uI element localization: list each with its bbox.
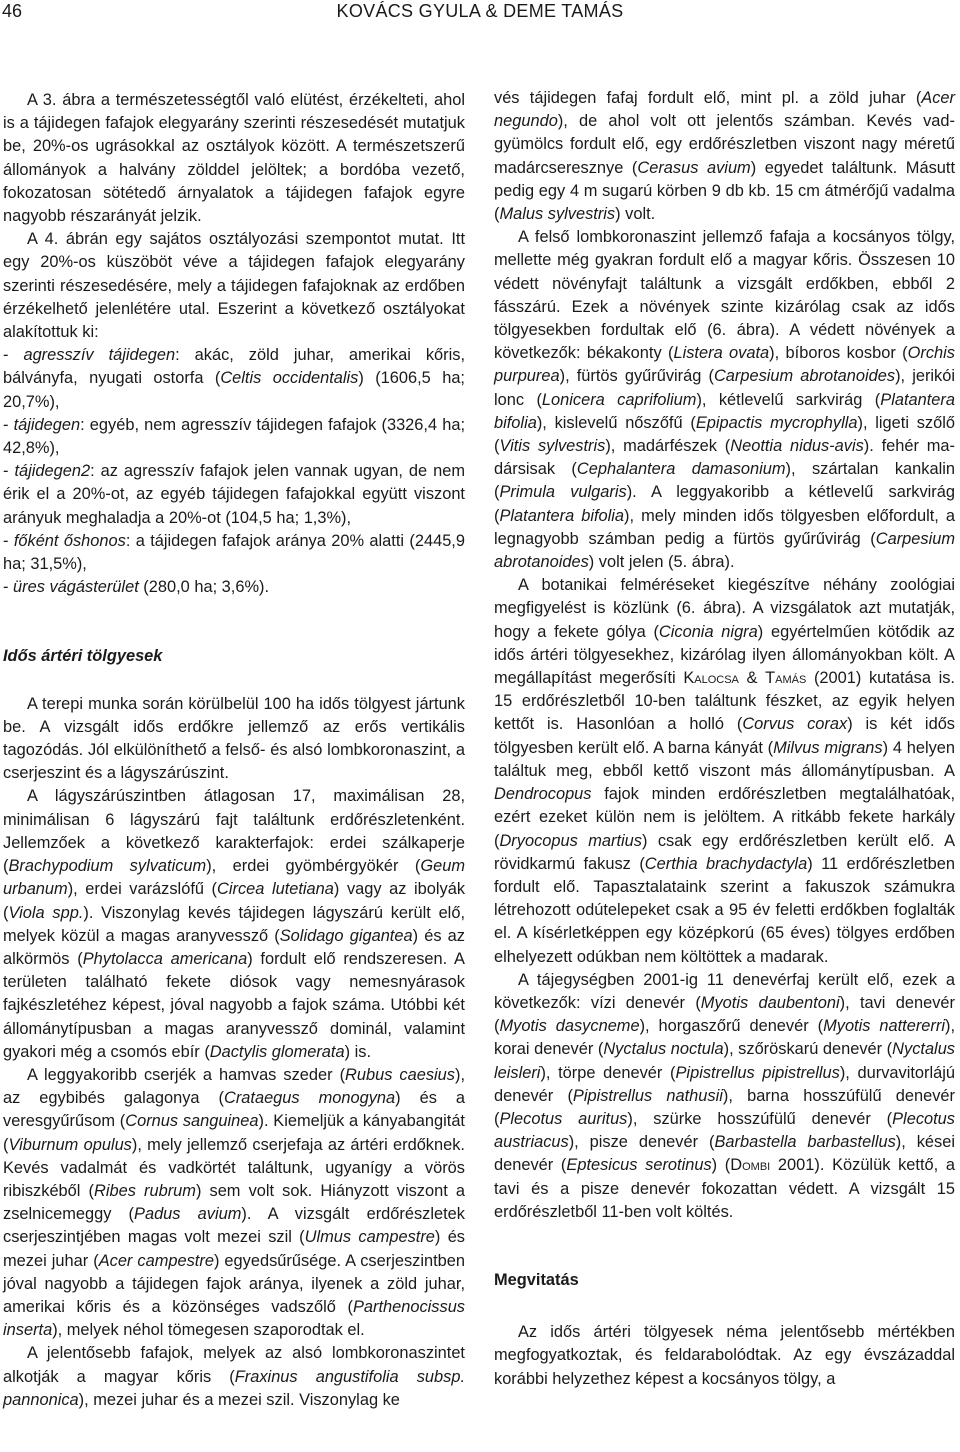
paragraph: A felső lombkoronaszint jellemző fafaja a kocsányos tölgy, mellette még gyakran fordult elő a magyar kőris. Összesen 10 védett növényfajt találtunk a vizsgált erdőkben, ebből 2 fásszárú. Ezek a növények szinte kizárólag csak az idős tölgyesekben fordultak elő (6. ábra). A védett növények a következők: békakonty (Listera ovata), bíboros kosbor (Orchis purpurea), fürtös gyűrűvirág (Carpesium abrotanoides), jerikói lonc (Lonicera caprifolium), kétlevelű sarkvirág (Platantera bifolia), kislevelű nőszőfű (Epipactis mycrophylla), ligeti szőlő (Vitis sylvestris), madárfészek (Neottia nidus-avis). fehér madársisak (Cephalantera damasonium), szártalan kankalin (Primula vulgaris). A leggyakoribb a kétlevelű sarkvirág (Platantera bifolia), mely minden idős tölgyesben előfordult, a legnagyobb számban pedig a fürtös gyűrűvirág (Carpesium abrotanoides) volt jelen (5. ábra). bbox=[494, 228, 956, 572]
list-item-term: tájidegen2 bbox=[14, 462, 91, 481]
species-name: Dendrocopus bbox=[494, 785, 592, 804]
species-name: Plecotus austriacus bbox=[494, 1109, 955, 1152]
species-name: Malus sylvestris bbox=[499, 205, 616, 224]
species-name: Primula vulgaris bbox=[499, 483, 627, 502]
species-name: Ulmus campestre bbox=[304, 1228, 435, 1247]
species-name: Pipistrellus nathusii bbox=[572, 1086, 723, 1105]
species-name: Viola spp. bbox=[8, 903, 84, 922]
list-item-term: tájidegen bbox=[13, 415, 81, 434]
species-name: Platantera bifolia bbox=[499, 506, 625, 525]
species-name: Corvus corax bbox=[742, 715, 848, 734]
species-name: Rubus caesius bbox=[345, 1065, 455, 1084]
author-name: Kalocsa bbox=[683, 669, 739, 688]
species-name: Cephalantera damasonium bbox=[576, 460, 786, 479]
species-name: Crataegus monogyna bbox=[223, 1089, 396, 1108]
species-name: Viburnum opulus bbox=[8, 1135, 132, 1154]
species-name: Platantera bifolia bbox=[494, 390, 955, 432]
paragraph: A botanikai felméréseket kiegészítve néhány zoológiai megfigyelést is közlünk (6. ábra). A vizsgálatok azt mutatják, hogy a fekete gólya (Ciconia nigra) egyértelműen kötődik az idős ártéri tölgyesekhez, kizárólag ilyen állományokban költ. A megállapítást megerősíti Kalocsa & Tamás (2001) kutatása is. 15 erdőrészletből 10-ben találtunk fészket, az egyik helyen kettőt is. Hasonlóan a holló (Corvus corax) is két idős tölgyesben került elő. A barna kányát (Milvus migrans) 4 helyen találtuk meg, ebből kettő viszont más állománytípusban. A Dendrocopus fajok minden erdőrészletben megtalálhatóak, ezért ezeket külön nem is jelöltem. A ritkább fekete harkály (Dryocopus martius) csak egy erdőrészletben került elő. A rövidkarmú fakusz (Certhia brachydactyla) 11 erdőrészletben fordult elő. Tapasztalataink szerint a fakuszok számukra létrehozott odútelepeket csak a 95 év feletti erdőkben foglalták el. A kísérletképpen egy középkorú (65 éves) tölgyes erdőben elhelyezett odúkban nem költöttek a madarak. bbox=[494, 576, 956, 966]
list-item: - üres vágásterület (280,0 ha; 3,6%). bbox=[3, 578, 270, 597]
species-name: Carpesium abrotanoides bbox=[494, 529, 955, 572]
species-name: Plecotus auritus bbox=[499, 1109, 628, 1128]
species-name: Myotis daubentoni bbox=[700, 993, 840, 1012]
species-name: Nyctalus leisleri bbox=[494, 1040, 956, 1082]
species-name: Dactylis glomerata bbox=[209, 1042, 345, 1061]
section-heading: Megvitatás bbox=[494, 1270, 579, 1289]
paragraph: A tájegységben 2001-ig 11 denevérfaj került elő, ezek a következők: vízi denevér (Myotis daubentoni), tavi denevér (Myotis dasycneme), horgaszőrű denevér (Myotis nattererri), korai denevér (Nyctalus noctula), szőröskarú denevér (Nyctalus leisleri), törpe denevér (Pipistrellus pipistrellus), durvavitorlájú denevér (Pipistrellus nathusii), barna hosszúfülű denevér (Plecotus auritus), szürke hosszúfülű denevér (Plecotus austriacus), pisze denevér (Barbastella barbastellus), kései denevér (Eptesicus serotinus) (Dombi 2001). Közülük kettő, a tavi és a pisze denevér fokozattan védett. A vizsgált 15 erdőrészletből 11-ben volt költés. bbox=[494, 970, 956, 1221]
species-name: Carpesium abrotanoides bbox=[713, 367, 896, 386]
list-item-term: agresszív tájidegen bbox=[23, 346, 176, 365]
species-name: Myotis nattererri bbox=[823, 1017, 945, 1036]
paragraph: Az idős ártéri tölgyesek néma jelentősebb mértékben megfogyatkoztak, és feldarabolódtak. Az egy évszázaddal korábbi helyzethez képest a kocsányos tölgy, a bbox=[494, 1323, 955, 1388]
list-item: - tájidegen: egyéb, nem agresszív tájidegen fafajok (3326,4 ha; 42,8%), bbox=[3, 415, 465, 458]
list-item: - agresszív tájidegen: akác, zöld juhar, amerikai kőris, bálványfa, nyugati ostorfa (Celtis occidentalis) (1606,5 ha; 20,7%), bbox=[3, 346, 466, 411]
species-name: Fraxinus angustifolia subsp. pannonica bbox=[3, 1367, 466, 1409]
species-name: Brachypodium sylvaticum bbox=[8, 857, 207, 876]
right-column bbox=[494, 87, 955, 1391]
list-item: - tájidegen2: az agresszív fafajok jelen vannak ugyan, de nem érik el a 20%-ot, az egyéb tájidegen fafajokkal együtt viszont arányuk meghaladja a 20%-ot (104,5 ha; 1,3%), bbox=[3, 462, 465, 527]
list-item: - főként őshonos: a tájidegen fafajok aránya 20% alatti (2445,9 ha; 31,5%), bbox=[3, 531, 465, 574]
species-name: Orchis purpurea bbox=[494, 344, 955, 386]
species-name: Myotis dasycneme bbox=[499, 1017, 640, 1036]
species-name: Epipactis mycrophylla bbox=[695, 413, 858, 432]
species-name: Lonicera caprifolium bbox=[541, 390, 697, 409]
species-name: Pipistrellus pipistrellus bbox=[675, 1063, 840, 1082]
species-name: Padus avium bbox=[134, 1205, 242, 1224]
species-name: Milvus migrans bbox=[773, 738, 883, 757]
species-name: Eptesicus serotinus bbox=[566, 1156, 712, 1175]
species-name: Phytolacca americana bbox=[82, 949, 248, 968]
author-name: Dombi bbox=[730, 1156, 771, 1175]
species-name: Solidago gigantea bbox=[279, 926, 413, 945]
author-name: Tamás bbox=[765, 669, 807, 688]
species-name: Acer campestre bbox=[98, 1251, 214, 1270]
running-title: KOVÁCS GYULA & DEME TAMÁS bbox=[336, 1, 624, 21]
species-name: Dryocopus martius bbox=[499, 831, 642, 850]
species-name: Ciconia nigra bbox=[658, 622, 758, 641]
paragraph: A terepi munka során körülbelül 100 ha idős tölgyest jártunk be. A vizsgált idős erdőkre jellemző az erős vertikális tagozódás. Jól elkülöníthető a felső- és alsó lombkoronaszint, a cserjeszint és a lágyszárúszint. bbox=[3, 694, 465, 783]
paragraph: vés tájidegen fafaj fordult elő, mint pl. a zöld juhar (Acer negundo), de ahol volt ott jelentős számban. Kevés vadgyümölcs fordult elő, egy erdőrészletben viszont nagy méretű madárcseresznye (Cerasus avium) egyedet találtunk. Másutt pedig egy 4 m sugarú körben 9 db kb. 15 cm átmérőjű vadalma (Malus sylvestris) volt. bbox=[494, 89, 955, 224]
species-name: Neottia nidus-avis bbox=[730, 437, 864, 456]
page-number: 46 bbox=[2, 1, 23, 21]
paragraph: A leggyakoribb cserjék a hamvas szeder (Rubus caesius), az egybibés galagonya (Crataegus monogyna) és a veresgyűrűsom (Cornus sanguinea). Kiemeljük a kányabangitát (Viburnum opulus), mely jellemző cserjefaja az ártéri erdőknek. Kevés vadalmát és vadkörtét találtunk, ugyanígy a vörös ribiszkéből (Ribes rubrum) sem volt sok. Hiányzott viszont a zselnicemeggy (Padus avium). A vizsgált erdőrészletek cserjeszintjében magas volt mezei szil (Ulmus campestre) és mezei juhar (Acer campestre) egyedsűrűsége. A cserjeszintben jóval nagyobb a tájidegen fajok aránya, ilyenek a zöld juhar, amerikai kőris és a közönséges vadszőlő (Parthenocissus inserta), melyek néhol tömegesen szaporodtak el. bbox=[3, 1065, 466, 1340]
list-item-term: főként őshonos bbox=[13, 531, 126, 550]
species-name: Circea lutetiana bbox=[217, 880, 334, 899]
species-name: Cerasus avium bbox=[637, 158, 751, 177]
section-heading: Idős ártéri tölgyesek bbox=[3, 647, 163, 666]
paragraph: A 3. ábra a természetességtől való elütést, érzékelteti, ahol is a tájidegen fafajok elegyarány szerinti részesedését mutatjuk be, 20%-os ugrásokkal az osztályok között. A természetszerű állományok a halvány zölddel jelöltek; a bordóba vezető, fokozatosan sötétedő árnyalatok a tájidegen fafajok egyre nagyobb részarányát jelzik. bbox=[3, 91, 465, 226]
species-name: Nyctalus noctula bbox=[603, 1040, 724, 1059]
species-name: Geum urbanum bbox=[3, 857, 466, 899]
left-column bbox=[3, 89, 465, 1412]
species-name: Vitis sylvestris bbox=[499, 437, 606, 456]
paragraph: A 4. ábrán egy sajátos osztályozási szempontot mutat. Itt egy 20%-os küszöböt véve a tájidegen fafajok elegyarány szerinti részesedésére, mely a tájidegen fafajoknak az erdőben érzékelhető jelenlétére utal. Eszerint a következő osztályokat alakítottuk ki: bbox=[3, 230, 465, 342]
paragraph: A lágyszárúszintben átlagosan 17, maximálisan 28, minimálisan 6 lágyszárú fajt találtunk erdőrészletenként. Jellemzőek a következő karakterfajok: erdei szálkaperje (Brachypodium sylvaticum), erdei gyömbérgyökér (Geum urbanum), erdei varázslófű (Circea lutetiana) vagy az ibolyák (Viola spp.). Viszonylag kevés tájidegen lágyszárú került elő, melyek közül a magas aranyvessző (Solidago gigantea) és az alkörmös (Phytolacca americana) fordult elő rendszeresen. A területen található fekete diósok vagy nemesnyárasok fajkészletéhez képest, jóval nagyobb a fajok száma. Utóbbi két állománytípusban a magas aranyvessző dominál, valamint gyakori még a csomós ebír (Dactylis glomerata) is. bbox=[3, 787, 466, 1061]
species-name: Acer negundo bbox=[494, 89, 955, 131]
species-name: Parthenocissus inserta bbox=[3, 1297, 465, 1340]
paragraph: A jelentősebb fafajok, melyek az alsó lombkoronaszintet alkotják a magyar kőris (Fraxinus angustifolia subsp. pannonica), mezei juhar és a mezei szil. Viszonylag ke bbox=[3, 1344, 466, 1409]
species-name: Barbastella barbastellus bbox=[714, 1133, 896, 1152]
species-name: Ribes rubrum bbox=[94, 1181, 196, 1200]
list-item-term: üres vágásterület bbox=[13, 578, 139, 597]
species-name: Certhia brachydactyla bbox=[644, 854, 808, 873]
species-name: Listera ovata bbox=[673, 344, 770, 363]
running-header bbox=[0, 0, 960, 34]
species-name: Cornus sanguinea bbox=[125, 1112, 259, 1131]
